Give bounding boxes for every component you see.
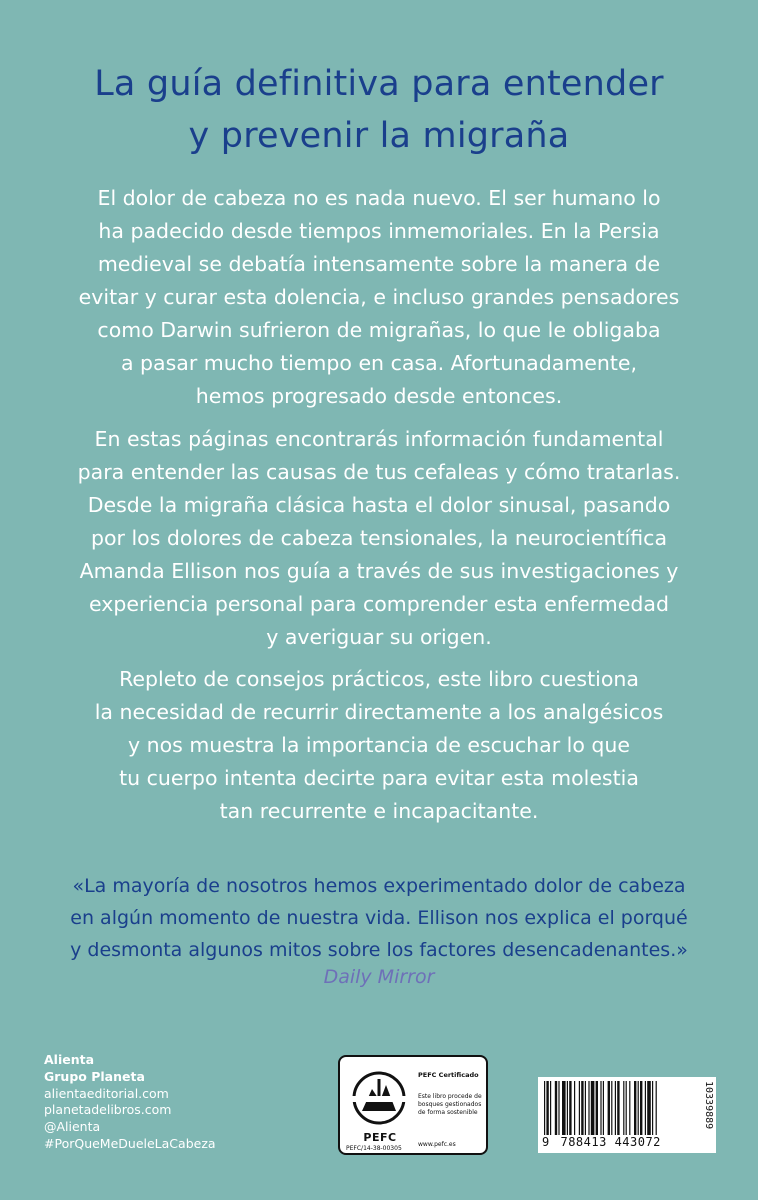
paragraph-line: evitar y curar esta dolencia, e incluso grandes pensadores	[78, 285, 680, 309]
publisher-group: Grupo Planeta	[44, 1068, 145, 1084]
paragraph-3	[0, 663, 758, 828]
barcode-bar	[596, 1081, 598, 1135]
social-handle: @Alienta	[44, 1119, 101, 1135]
barcode-bar	[579, 1081, 580, 1135]
barcode-bar	[555, 1081, 557, 1135]
barcode-digits	[542, 1135, 692, 1149]
barcode-bar	[558, 1081, 559, 1135]
barcode-bar	[585, 1081, 586, 1135]
quote-line: en algún momento de nuestra vida. Ellison nos explica el porqué	[70, 907, 688, 929]
paragraph-line: El dolor de cabeza no es nada nuevo. El ser humano lo	[97, 186, 661, 210]
headline-line: La guía definitiva para entender	[94, 64, 664, 104]
paragraph-line: y averiguar su origen.	[266, 625, 492, 649]
paragraph-line: hemos progresado desde entonces.	[195, 384, 563, 408]
press-quote	[0, 870, 758, 966]
paragraph-line: Repleto de consejos prácticos, este libro cuestiona	[119, 667, 639, 691]
barcode-bar	[567, 1081, 568, 1135]
barcode-bar	[600, 1081, 601, 1135]
barcode-right-group: 443072	[614, 1135, 661, 1149]
barcode-bar	[615, 1081, 616, 1135]
publisher-website: alientaeditorial.com	[44, 1085, 169, 1101]
barcode-bar	[640, 1081, 642, 1135]
paragraph-line: medieval se debatía intensamente sobre la manera de	[97, 252, 661, 276]
barcode-bar	[652, 1081, 653, 1135]
barcode-bar	[562, 1081, 566, 1135]
headline-line: y prevenir la migraña	[188, 116, 570, 156]
barcode-bar	[546, 1081, 548, 1135]
headline	[0, 58, 758, 162]
pefc-code: PEFC/14-38-00305	[346, 1145, 402, 1152]
paragraph-1	[0, 182, 758, 413]
barcode-bar	[581, 1081, 583, 1135]
publisher-name: Alienta	[44, 1052, 95, 1067]
barcode-bar	[617, 1081, 619, 1135]
isbn-barcode	[538, 1077, 716, 1153]
barcode-bar	[611, 1081, 612, 1135]
paragraph-line: y nos muestra la importancia de escuchar lo que	[127, 733, 631, 757]
paragraph-line: a pasar mucho tiempo en casa. Afortunadamente,	[120, 351, 638, 375]
barcode-bar	[645, 1081, 646, 1135]
pefc-certified: PEFC Certificado	[418, 1071, 479, 1079]
barcode-bar	[544, 1081, 545, 1135]
paragraph-line: como Darwin sufrieron de migrañas, lo que le obligaba	[97, 318, 661, 342]
barcode-bar	[634, 1081, 636, 1135]
barcode-bar	[591, 1081, 595, 1135]
paragraph-line: tu cuerpo intenta decirte para evitar esta molestia	[119, 766, 639, 790]
pefc-url: www.pefc.es	[418, 1141, 456, 1148]
barcode-bar	[550, 1081, 551, 1135]
publisher-imprint	[44, 1052, 216, 1153]
quote-line: y desmonta algunos mitos sobre los factores desencadenantes.»	[70, 939, 688, 961]
pefc-logo-text: PEFC	[363, 1131, 397, 1144]
barcode-bar	[626, 1081, 627, 1135]
barcode-addon: 10339889	[703, 1081, 714, 1130]
barcode-left-group: 788413	[560, 1135, 607, 1149]
paragraph-line: por los dolores de cabeza tensionales, la neurocientífica	[90, 526, 668, 550]
barcode-bar	[608, 1081, 610, 1135]
paragraph-2	[0, 423, 758, 654]
barcode-bar	[603, 1081, 604, 1135]
barcode-bar	[623, 1081, 624, 1135]
barcode-bar	[647, 1081, 651, 1135]
pefc-description: Este libro procede de bosques gestionados de forma sostenible	[418, 1093, 482, 1116]
barcode-bar	[656, 1081, 657, 1135]
barcode-bar	[569, 1081, 571, 1135]
pefc-label	[338, 1055, 488, 1155]
barcode-bar	[629, 1081, 630, 1135]
barcode-first-digit: 9	[542, 1135, 550, 1149]
barcode-bar	[588, 1081, 589, 1135]
paragraph-line: experiencia personal para comprender esta enfermedad	[89, 592, 669, 616]
barcode-bars	[542, 1081, 694, 1135]
paragraph-line: ha padecido desde tiempos inmemoriales. En la Persia	[98, 219, 660, 243]
paragraph-line: Amanda Ellison nos guía a través de sus investigaciones y	[79, 559, 679, 583]
paragraph-line: para entender las causas de tus cefaleas y cómo tratarlas.	[77, 460, 681, 484]
quote-source: Daily Mirror	[323, 966, 435, 988]
paragraph-line: Desde la migraña clásica hasta el dolor sinusal, pasando	[87, 493, 671, 517]
paragraph-line: tan recurrente e incapacitante.	[219, 799, 539, 823]
pefc-tree-icon	[352, 1071, 406, 1127]
barcode-bar	[638, 1081, 639, 1135]
paragraph-line: la necesidad de recurrir directamente a los analgésicos	[94, 700, 664, 724]
paragraph-line: En estas páginas encontrarás información fundamental	[94, 427, 664, 451]
quote-line: «La mayoría de nosotros hemos experimentado dolor de cabeza	[72, 875, 686, 897]
group-website: planetadelibros.com	[44, 1102, 172, 1118]
barcode-bar	[574, 1081, 575, 1135]
hashtag: #PorQueMeDueleLaCabeza	[44, 1135, 216, 1151]
